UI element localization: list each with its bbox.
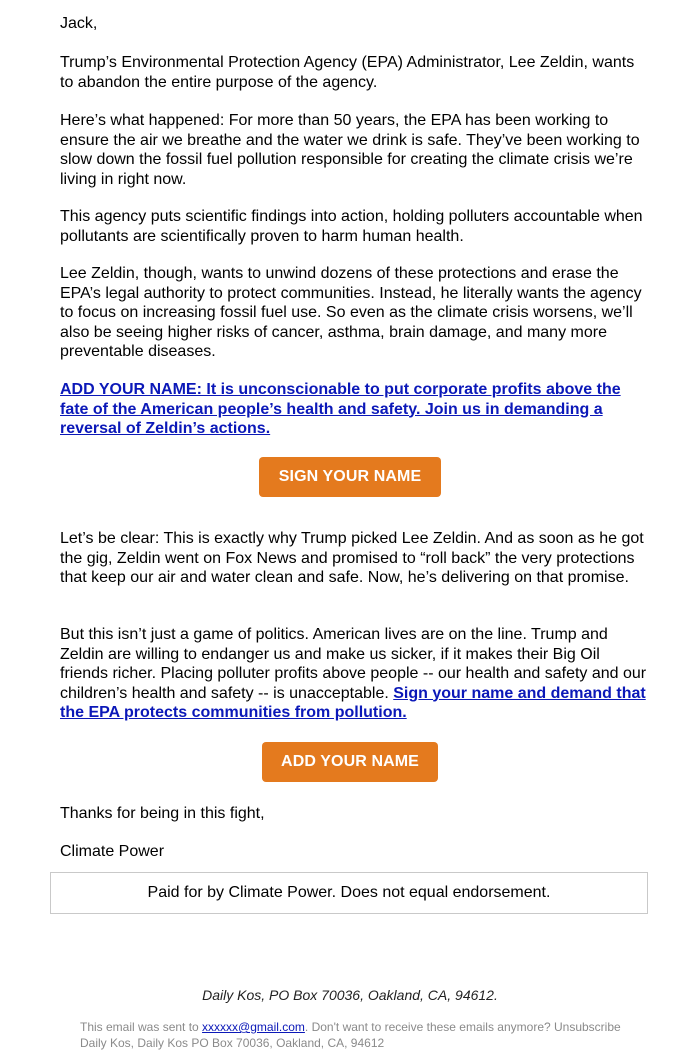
- paragraph-lets-be-clear: Let’s be clear: This is exactly why Trump picked Lee Zeldin. And as soon as he got the gig, Zeldin went on Fox News and promised to “roll back” the very protections that keep our air and water clean and safe. Now, he’s delivering on that promise.: [60, 530, 644, 586]
- cta-link-add-your-name[interactable]: ADD YOUR NAME: It is unconscionable to put corporate profits above the fate of the American people’s health and safety. Join us in demanding a reversal of Zeldin’s actions.: [60, 381, 621, 437]
- cta-paragraph-1: [60, 380, 650, 439]
- paragraph-agency: This agency puts scientific findings into action, holding polluters accountable when pollutants are scientifically proven to harm human health.: [60, 208, 643, 245]
- footer-unsubscribe-text[interactable]: . Don't want to receive these emails anymore? Unsubscribe: [304, 1020, 621, 1034]
- footer-unsubscribe-block: [80, 1019, 680, 1051]
- closing-line: Thanks for being in this fight,: [60, 805, 265, 822]
- paid-for-disclaimer: Paid for by Climate Power. Does not equal endorsement.: [50, 872, 648, 914]
- signature: Climate Power: [60, 843, 165, 860]
- cta-link-sign-your-name[interactable]: Sign your name and demand that the EPA protects communities from pollution.: [60, 684, 646, 721]
- footer-sent-to-prefix: This email was sent to: [80, 1020, 203, 1034]
- paragraph-politics-text: But this isn’t just a game of politics. American lives are on the line. Trump and Zeldin are willing to endanger us and make us sicker, if it makes their Big Oil friends richer. Placing polluter profits above people -- our health and safety and our children’s health and safety -- is unacceptable.: [60, 626, 647, 702]
- paragraph-politics: [60, 625, 650, 723]
- add-your-name-button[interactable]: ADD YOUR NAME: [262, 742, 438, 782]
- greeting: Jack,: [60, 15, 98, 32]
- footer-sent-to-line: [80, 1019, 680, 1035]
- paragraph-intro: Trump’s Environmental Protection Agency (EPA) Administrator, Lee Zeldin, wants to abandon the entire purpose of the agency.: [60, 54, 635, 91]
- footer-address: Daily Kos, PO Box 70036, Oakland, CA, 94612.: [202, 987, 498, 1003]
- paragraph-zeldin: Lee Zeldin, though, wants to unwind dozens of these protections and erase the EPA’s legal authority to protect communities. Instead, he literally wants the agency to focus on increasing fossil fuel use. So even as the climate crisis worsens, we’ll also be seeing higher risks of cancer, asthma, brain damage, and many more preventable diseases.: [60, 265, 642, 360]
- paragraph-what-happened: Here’s what happened: For more than 50 years, the EPA has been working to ensure the air we breathe and the water we drink is safe. They’ve been working to slow down the fossil fuel pollution responsible for creating the climate crisis we’re living in right now.: [60, 112, 640, 188]
- footer-org-line: Daily Kos, Daily Kos PO Box 70036, Oakland, CA, 94612: [80, 1036, 385, 1050]
- footer-email-link[interactable]: xxxxxx@gmail.com: [202, 1020, 305, 1034]
- sign-your-name-button[interactable]: SIGN YOUR NAME: [259, 457, 441, 497]
